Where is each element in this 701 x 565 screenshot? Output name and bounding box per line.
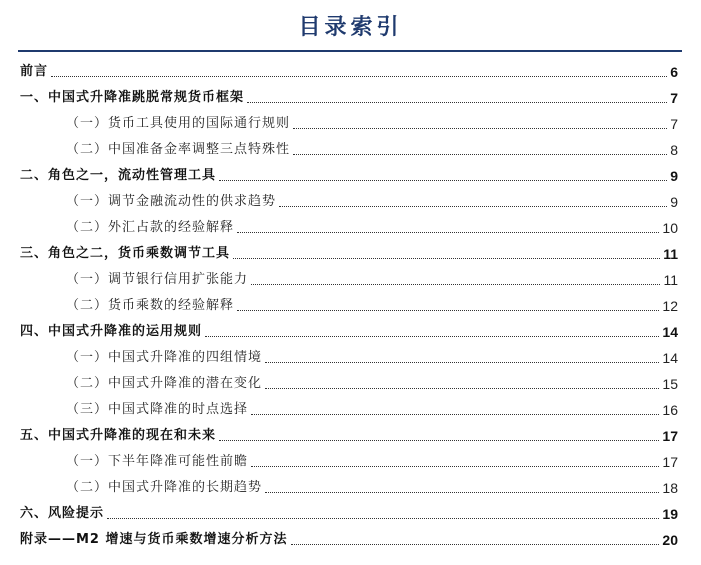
toc-entry-page: 7: [670, 90, 678, 106]
toc-entry-section-5-2[interactable]: [20, 470, 678, 496]
toc-entry-page: 18: [662, 480, 678, 496]
title-divider: [18, 50, 682, 52]
toc-entry-section-4[interactable]: [20, 314, 678, 340]
toc-entry-section-2[interactable]: [20, 158, 678, 184]
toc-entry-page: 14: [662, 350, 678, 366]
toc-entry-section-3-1[interactable]: [20, 262, 678, 288]
toc-entry-page: 16: [662, 402, 678, 418]
toc-entry-label: （二）外汇占款的经验解释: [66, 220, 235, 235]
toc-entry-page: 6: [670, 64, 678, 80]
toc-leader-dots: [237, 310, 659, 311]
toc-leader-dots: [219, 440, 659, 441]
toc-leader-dots: [291, 544, 660, 545]
toc-entry-page: 11: [663, 272, 678, 288]
toc-leader-dots: [205, 336, 659, 337]
toc-leader-dots: [251, 284, 660, 285]
toc-leader-dots: [247, 102, 667, 103]
toc-entry-label: （一）货币工具使用的国际通行规则: [66, 116, 291, 131]
toc-entry-page: 12: [662, 298, 678, 314]
toc-entry-label: （二）货币乘数的经验解释: [66, 298, 235, 313]
toc-leader-dots: [293, 128, 667, 129]
toc-leader-dots: [233, 258, 660, 259]
toc-entry-page: 14: [662, 324, 678, 340]
toc-leader-dots: [265, 362, 659, 363]
toc-entry-section-5[interactable]: [20, 418, 678, 444]
toc-entry-section-2-2[interactable]: [20, 210, 678, 236]
toc-entry-label: 二、角色之一，流动性管理工具: [20, 168, 217, 183]
toc-entry-section-1-2[interactable]: [20, 132, 678, 158]
toc-entry-section-1[interactable]: [20, 80, 678, 106]
toc-entry-section-4-3[interactable]: [20, 392, 678, 418]
toc-entry-label: （三）中国式降准的时点选择: [66, 402, 249, 417]
toc-entry-section-5-1[interactable]: [20, 444, 678, 470]
toc-entry-section-4-2[interactable]: [20, 366, 678, 392]
toc-leader-dots: [237, 232, 659, 233]
toc-entry-page: 10: [662, 220, 678, 236]
toc-entry-label: （一）下半年降准可能性前瞻: [66, 454, 249, 469]
toc-leader-dots: [107, 518, 659, 519]
toc-entry-label: （二）中国式升降准的潜在变化: [66, 376, 263, 391]
toc-entry-label: 三、角色之二，货币乘数调节工具: [20, 246, 231, 261]
toc-entry-label: 五、中国式升降准的现在和未来: [20, 428, 217, 443]
toc-entry-label: 六、风险提示: [20, 506, 105, 521]
toc-entry-page: 11: [663, 246, 678, 262]
toc-list: [20, 54, 678, 548]
toc-entry-section-3-2[interactable]: [20, 288, 678, 314]
toc-entry-page: 17: [662, 454, 678, 470]
toc-entry-label: （二）中国准备金率调整三点特殊性: [66, 142, 291, 157]
toc-entry-section-6[interactable]: [20, 496, 678, 522]
page-title: 目录索引: [298, 14, 403, 40]
toc-entry-page: 19: [662, 506, 678, 522]
toc-entry-appendix[interactable]: [20, 522, 678, 548]
toc-entry-label: 前言: [20, 64, 49, 79]
toc-leader-dots: [293, 154, 667, 155]
toc-leader-dots: [219, 180, 667, 181]
toc-entry-label: 附录——M2 增速与货币乘数增速分析方法: [20, 532, 288, 547]
toc-entry-foreword[interactable]: [20, 54, 678, 80]
toc-entry-label: （二）中国式升降准的长期趋势: [66, 480, 263, 495]
toc-entry-page: 7: [670, 116, 678, 132]
toc-entry-page: 17: [662, 428, 678, 444]
toc-entry-label: 四、中国式升降准的运用规则: [20, 324, 203, 339]
toc-leader-dots: [251, 466, 659, 467]
toc-leader-dots: [265, 492, 659, 493]
toc-entry-page: 15: [662, 376, 678, 392]
toc-entry-label: （一）调节银行信用扩张能力: [66, 272, 249, 287]
toc-leader-dots: [265, 388, 659, 389]
toc-entry-page: 20: [662, 532, 678, 548]
toc-entry-section-3[interactable]: [20, 236, 678, 262]
toc-entry-page: 9: [670, 194, 678, 210]
toc-entry-section-4-1[interactable]: [20, 340, 678, 366]
toc-entry-label: （一）调节金融流动性的供求趋势: [66, 194, 277, 209]
toc-entry-page: 8: [670, 142, 678, 158]
toc-leader-dots: [251, 414, 659, 415]
toc-leader-dots: [51, 76, 667, 77]
toc-entry-label: （一）中国式升降准的四组情境: [66, 350, 263, 365]
toc-entry-section-2-1[interactable]: [20, 184, 678, 210]
toc-leader-dots: [279, 206, 667, 207]
toc-entry-page: 9: [670, 168, 678, 184]
toc-entry-label: 一、中国式升降准跳脱常规货币框架: [20, 90, 245, 105]
toc-entry-section-1-1[interactable]: [20, 106, 678, 132]
